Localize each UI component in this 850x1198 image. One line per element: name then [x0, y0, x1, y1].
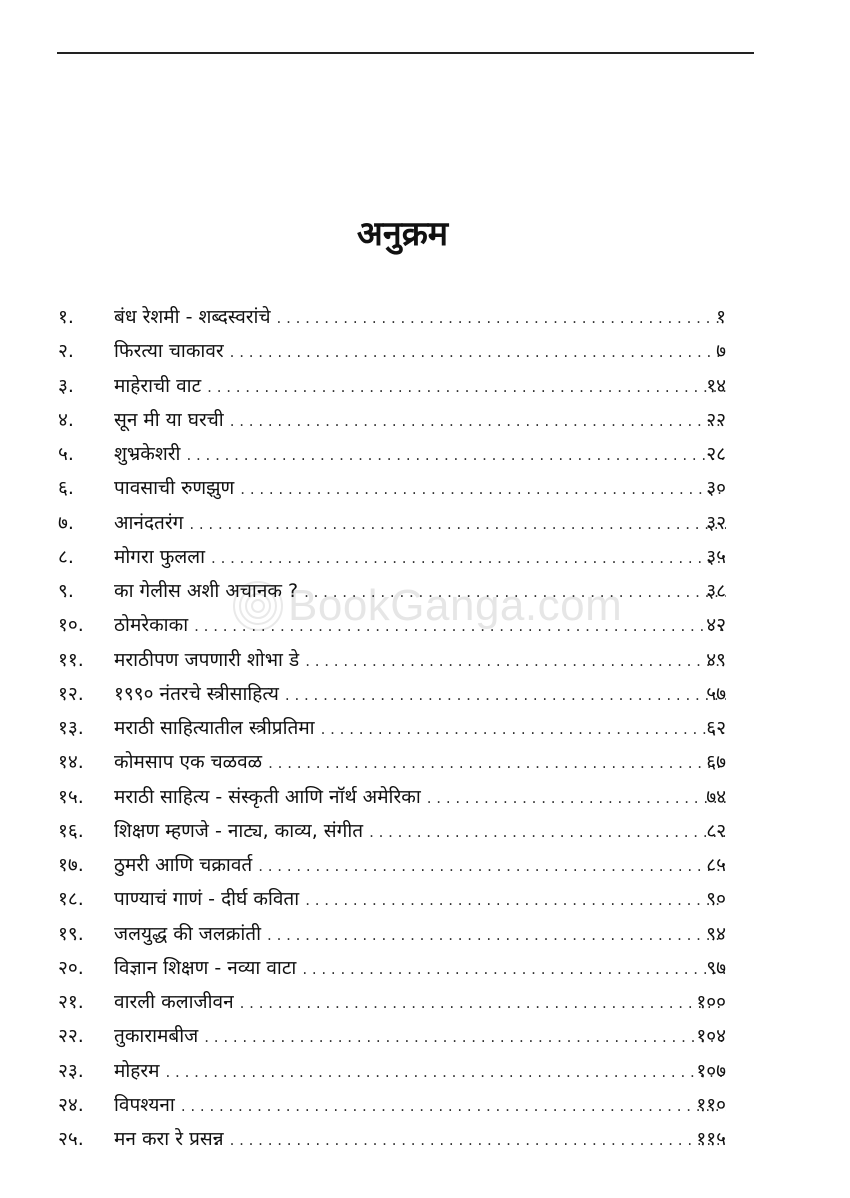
toc-entry[interactable]: [0, 471, 850, 505]
toc-entry[interactable]: [0, 574, 850, 608]
toc-dot-leader: [230, 404, 726, 438]
toc-dot-leader: [285, 678, 726, 712]
toc-dot-leader: [268, 746, 726, 780]
toc-entry-line: [114, 300, 726, 335]
page-title: अनुक्रम: [356, 214, 449, 254]
toc-entry-page-number: १४: [706, 374, 726, 397]
toc-entry-number: ५.: [58, 443, 74, 465]
toc-entry-line: [114, 574, 726, 609]
toc-entry-page-number: ९४: [706, 922, 726, 945]
toc-entry-title: मराठी साहित्य - संस्कृती आणि नॉर्थ अमेरिका: [114, 785, 421, 808]
toc-dot-leader: [204, 1020, 726, 1054]
toc-entry-number: १६.: [58, 819, 84, 842]
toc-dot-leader: [211, 541, 726, 575]
toc-dot-leader: [181, 1089, 726, 1123]
toc-dot-leader: [230, 335, 726, 369]
toc-entry-page-number: २२: [706, 408, 726, 431]
toc-entry-page-number: ११५: [696, 1128, 726, 1150]
toc-entry[interactable]: [0, 985, 850, 1019]
toc-entry[interactable]: [0, 1122, 850, 1156]
toc-dot-leader: [194, 609, 726, 643]
toc-entry-title: मन करा रे प्रसन्न: [114, 1128, 224, 1150]
toc-entry-title: माहेराची वाट: [114, 374, 202, 397]
toc-entry-page-number: ३२: [706, 511, 726, 534]
toc-dot-leader: [304, 575, 726, 609]
toc-entry-line: [114, 814, 726, 849]
toc-entry-number: १८.: [58, 888, 84, 911]
toc-entry[interactable]: [0, 1054, 850, 1088]
toc-entry-page-number: १०७: [696, 1059, 726, 1082]
toc-dot-leader: [207, 370, 726, 404]
toc-entry-number: १७.: [58, 854, 84, 876]
toc-entry-page-number: ८२: [706, 819, 726, 842]
toc-entry-page-number: १: [716, 306, 726, 328]
toc-entry-title: कोमसाप एक चळवळ: [114, 751, 263, 774]
toc-entry-line: [114, 471, 726, 506]
toc-entry-title: जलयुद्ध की जलक्रांती: [114, 922, 262, 945]
toc-entry-line: [114, 848, 726, 883]
toc-entry[interactable]: [0, 1088, 850, 1122]
toc-entry-title: ठोमरेकाका: [114, 614, 189, 637]
toc-entry-line: [114, 882, 726, 917]
toc-entry[interactable]: [0, 369, 850, 403]
toc-entry-number: १२.: [58, 682, 84, 705]
toc-entry-page-number: ७४: [706, 785, 726, 808]
toc-entry-page-number: ३५: [706, 545, 726, 568]
toc-entry-title: शिक्षण म्हणजे - नाट्य, काव्य, संगीत: [114, 819, 364, 842]
toc-entry-number: ३.: [58, 374, 74, 397]
toc-entry[interactable]: [0, 334, 850, 368]
toc-entry-title: का गेलीस अशी अचानक ?: [114, 580, 299, 602]
toc-entry-title: ठुमरी आणि चक्रावर्त: [114, 854, 253, 876]
toc-entry-line: [114, 951, 726, 986]
toc-entry-line: [114, 1088, 726, 1123]
toc-entry-number: २१.: [58, 991, 84, 1013]
toc-entry[interactable]: [0, 300, 850, 334]
toc-entry-title: आनंदतरंग: [114, 511, 184, 534]
toc-entry-line: [114, 985, 726, 1020]
toc-entry[interactable]: [0, 403, 850, 437]
toc-entry-line: [114, 403, 726, 438]
watermark-text: BookGanga.com: [288, 581, 623, 630]
toc-dot-leader: [302, 952, 726, 986]
toc-entry-page-number: ९७: [706, 956, 726, 979]
toc-entry-line: [114, 1054, 726, 1089]
top-rule: [57, 52, 754, 54]
toc-entry-page-number: ६२: [706, 717, 726, 739]
toc-entry[interactable]: [0, 643, 850, 677]
toc-entry-line: [114, 608, 726, 643]
toc-entry-number: १९.: [58, 922, 84, 945]
toc-entry-title: शुभ्रकेशरी: [114, 443, 181, 465]
toc-entry-page-number: १०४: [696, 1025, 726, 1048]
toc-entry-page-number: ६७: [706, 751, 726, 774]
toc-entry-title: वारली कलाजीवन: [114, 991, 234, 1013]
toc-entry-title: फिरत्या चाकावर: [114, 340, 224, 363]
toc-entry[interactable]: [0, 506, 850, 540]
toc-entry-line: [114, 506, 726, 541]
toc-entry-title: पावसाची रुणझुण: [114, 477, 235, 500]
toc-entry-number: १५.: [58, 785, 84, 808]
toc-entry-number: २५.: [58, 1128, 84, 1150]
toc-entry-line: [114, 334, 726, 369]
toc-entry-number: १३.: [58, 717, 84, 739]
toc-entry-number: २३.: [58, 1059, 84, 1082]
toc-dot-leader: [305, 883, 726, 917]
toc-entry-line: [114, 780, 726, 815]
toc-entry-title: मराठीपण जपणारी शोभा डे: [114, 648, 300, 671]
toc-entry-number: २.: [58, 340, 74, 363]
toc-dot-leader: [305, 644, 726, 678]
toc-entry-title: मोहरम: [114, 1059, 160, 1082]
toc-entry[interactable]: [0, 711, 850, 745]
toc-entry-line: [114, 643, 726, 678]
toc-entry-number: २२.: [58, 1025, 84, 1048]
toc-entry-number: ७.: [58, 511, 74, 534]
toc-entry-page-number: ४२: [706, 614, 726, 637]
toc-dot-leader: [189, 507, 726, 541]
toc-dot-leader: [369, 815, 726, 849]
toc-dot-leader: [240, 472, 726, 506]
toc-entry-line: [114, 711, 726, 746]
toc-dot-leader: [166, 1055, 726, 1089]
toc-entry-line: [114, 437, 726, 472]
toc-entry-title: विपश्यना: [114, 1093, 175, 1116]
toc-entry-page-number: ३८: [706, 580, 726, 602]
toc-entry-number: २०.: [58, 956, 84, 979]
toc-entry-line: [114, 677, 726, 712]
toc-entry-title: मराठी साहित्यातील स्त्रीप्रतिमा: [114, 717, 315, 739]
toc-dot-leader: [258, 849, 726, 883]
toc-entry[interactable]: [0, 437, 850, 471]
toc-entry-title: बंध रेशमी - शब्दस्वरांचे: [114, 306, 271, 328]
toc-entry-number: ८.: [58, 545, 74, 568]
toc-entry-page-number: ५७: [706, 682, 726, 705]
toc-entry[interactable]: [0, 917, 850, 951]
toc-entry-number: १०.: [58, 614, 84, 637]
toc-entry-title: तुकारामबीज: [114, 1025, 199, 1048]
toc-dot-leader: [277, 301, 726, 335]
toc-entry-page-number: २८: [706, 443, 726, 465]
toc-entry-title: मोगरा फुलला: [114, 545, 206, 568]
toc-entry-line: [114, 369, 726, 404]
toc-entry-page-number: ४९: [706, 648, 726, 671]
toc-entry-number: ६.: [58, 477, 74, 500]
toc-dot-leader: [267, 918, 726, 952]
toc-entry-page-number: १००: [696, 991, 726, 1013]
toc-dot-leader: [186, 438, 726, 472]
toc-entry[interactable]: [0, 780, 850, 814]
toc-entry[interactable]: [0, 882, 850, 916]
toc-dot-leader: [230, 1123, 726, 1157]
toc-entry-number: २४.: [58, 1093, 84, 1116]
toc-entry-line: [114, 917, 726, 952]
toc-entry[interactable]: [0, 951, 850, 985]
toc-entry-line: [114, 1019, 726, 1054]
toc-dot-leader: [240, 986, 726, 1020]
toc-entry-number: १.: [58, 306, 74, 328]
toc-entry-page-number: ११०: [696, 1093, 726, 1116]
toc-entry-page-number: ३०: [706, 477, 726, 500]
toc-dot-leader: [427, 781, 726, 815]
toc-entry[interactable]: [0, 1019, 850, 1053]
toc-entry-number: ४.: [58, 408, 74, 431]
toc-entry-page-number: ९०: [706, 888, 726, 911]
toc-entry-page-number: ७: [716, 340, 726, 363]
toc-entry[interactable]: [0, 814, 850, 848]
toc-entry-title: १९९० नंतरचे स्त्रीसाहित्य: [114, 682, 279, 705]
table-of-contents: [0, 300, 850, 1156]
toc-entry-line: [114, 1122, 726, 1157]
toc-entry[interactable]: [0, 745, 850, 779]
toc-entry-title: विज्ञान शिक्षण - नव्या वाटा: [114, 956, 297, 979]
toc-entry[interactable]: [0, 540, 850, 574]
toc-entry-number: १४.: [58, 751, 84, 774]
toc-entry[interactable]: [0, 608, 850, 642]
toc-entry-title: सून मी या घरची: [114, 408, 224, 431]
toc-entry-page-number: ८५: [706, 854, 726, 876]
toc-entry-number: ११.: [58, 648, 84, 671]
toc-entry[interactable]: [0, 677, 850, 711]
toc-entry-line: [114, 745, 726, 780]
toc-entry-title: पाण्याचं गाणं - दीर्घ कविता: [114, 888, 300, 911]
toc-dot-leader: [321, 712, 726, 746]
toc-entry[interactable]: [0, 848, 850, 882]
toc-entry-line: [114, 540, 726, 575]
toc-entry-number: ९.: [58, 580, 74, 602]
